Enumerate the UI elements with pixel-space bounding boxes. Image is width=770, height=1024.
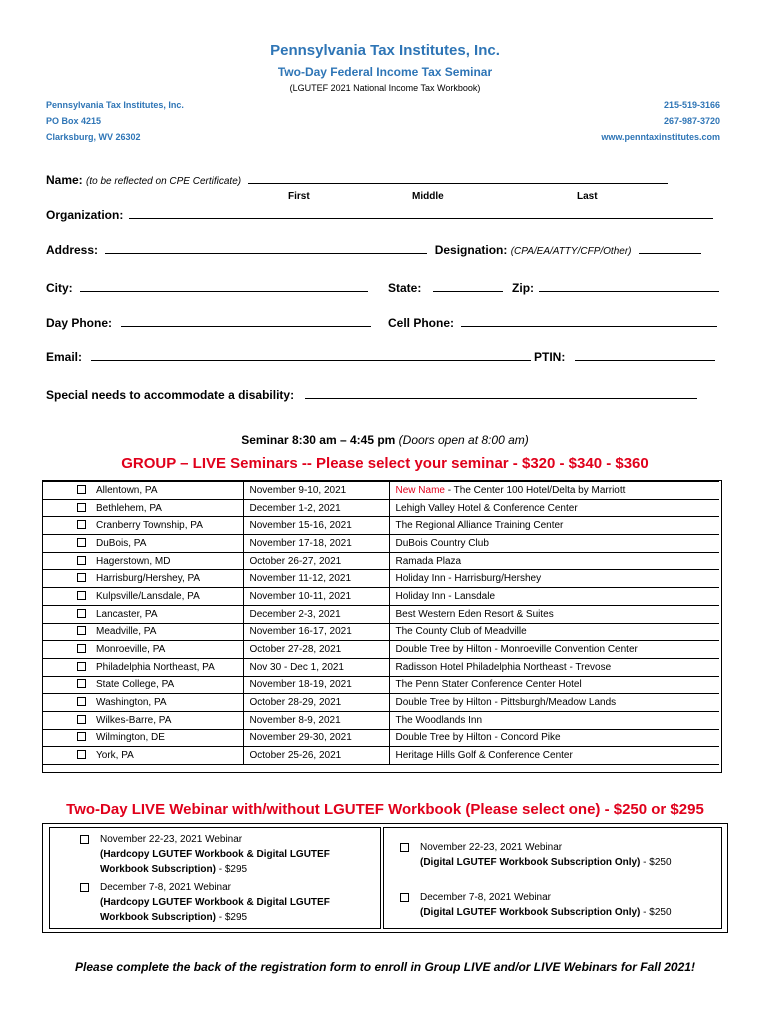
org-phone-2: 267-987-3720 <box>663 116 720 126</box>
seminar-venue: Ramada Plaza <box>395 555 462 567</box>
seminar-city-cell <box>43 605 243 623</box>
seminar-city-cell <box>43 499 243 517</box>
checkbox[interactable] <box>77 715 86 724</box>
special-needs-label: Special needs to accommodate a disability: <box>46 388 295 402</box>
seminar-row[interactable] <box>43 570 719 588</box>
seminar-row[interactable] <box>43 711 719 729</box>
seminar-venue-cell <box>389 711 719 729</box>
checkbox[interactable] <box>77 732 86 741</box>
seminar-venue: The Woodlands Inn <box>395 714 483 726</box>
seminar-venue: Holiday Inn - Lansdale <box>395 590 496 602</box>
seminar-row[interactable] <box>43 747 719 765</box>
seminar-city: Harrisburg/Hershey, PA <box>96 573 201 585</box>
seminar-city-cell <box>43 623 243 641</box>
checkbox[interactable] <box>77 591 86 600</box>
webinar-date: November 22-23, 2021 Webinar <box>420 842 563 853</box>
seminar-city: Lancaster, PA <box>96 608 158 620</box>
last-label: Last <box>577 191 598 202</box>
seminar-venue-cell <box>389 694 719 712</box>
organization-label: Organization: <box>46 208 124 222</box>
special-needs-input-line[interactable] <box>305 388 697 399</box>
seminar-row[interactable] <box>43 588 719 606</box>
webinar-date: December 7-8, 2021 Webinar <box>420 892 551 903</box>
email-input-line[interactable] <box>91 350 531 361</box>
checkbox[interactable] <box>77 485 86 494</box>
organization-input-line[interactable] <box>129 208 713 219</box>
seminar-venue-cell <box>389 552 719 570</box>
seminar-venue: Heritage Hills Golf & Conference Center <box>395 750 573 762</box>
seminar-venue: Double Tree by Hilton - Pittsburgh/Meadow Lands <box>395 697 617 709</box>
seminar-dates: November 11-12, 2021 <box>243 570 389 588</box>
checkbox[interactable] <box>77 556 86 565</box>
page-title: Pennsylvania Tax Institutes, Inc. <box>270 42 500 59</box>
day-phone-input-line[interactable] <box>121 316 371 327</box>
name-field-row <box>46 173 668 187</box>
seminar-venue-cell <box>389 499 719 517</box>
webinar-price: - $250 <box>640 907 672 918</box>
seminar-dates: November 29-30, 2021 <box>243 729 389 747</box>
seminar-dates: November 10-11, 2021 <box>243 588 389 606</box>
webinar-price: - $250 <box>640 857 672 868</box>
checkbox[interactable] <box>77 503 86 512</box>
city-label: City: <box>46 281 73 295</box>
organization-field-row <box>46 208 713 222</box>
seminar-dates: October 27-28, 2021 <box>243 641 389 659</box>
special-needs-row <box>46 388 697 402</box>
seminar-row[interactable] <box>43 517 719 535</box>
ptin-input-line[interactable] <box>575 350 715 361</box>
seminar-venue: Double Tree by Hilton - Monroeville Convention Center <box>395 644 638 656</box>
seminar-dates: December 2-3, 2021 <box>243 605 389 623</box>
address-input-line[interactable] <box>105 243 427 254</box>
email-label: Email: <box>46 350 83 364</box>
seminar-city-cell <box>43 711 243 729</box>
webinar-price: - $295 <box>215 864 248 875</box>
checkbox[interactable] <box>80 835 89 844</box>
webinar-date: November 22-23, 2021 Webinar <box>100 834 243 845</box>
seminar-city: Monroeville, PA <box>96 644 166 656</box>
seminar-venue-cell <box>389 482 719 500</box>
group-live-heading: GROUP – LIVE Seminars -- Please select your seminar - $320 - $340 - $360 <box>121 455 649 472</box>
seminar-city: Hagerstown, MD <box>96 555 171 567</box>
seminar-city: Meadville, PA <box>96 626 157 638</box>
webinar-option-nov-hardcopy[interactable] <box>100 832 360 877</box>
checkbox[interactable] <box>77 644 86 653</box>
webinar-date: December 7-8, 2021 Webinar <box>100 882 231 893</box>
checkbox[interactable] <box>77 679 86 688</box>
seminar-row[interactable] <box>43 482 719 500</box>
designation-input-line[interactable] <box>639 243 701 254</box>
seminar-venue: - The Center 100 Hotel/Delta by Marriott <box>444 484 626 496</box>
org-po-box: PO Box 4215 <box>46 116 102 126</box>
webinar-option-dec-hardcopy[interactable] <box>100 880 360 925</box>
webinar-detail: (Digital LGUTEF Workbook Subscription Only) <box>420 907 641 918</box>
seminar-city-cell <box>43 658 243 676</box>
designation-label: Designation: <box>434 243 508 257</box>
seminar-row[interactable] <box>43 729 719 747</box>
seminar-venue: DuBois Country Club <box>395 537 489 549</box>
workbook-note: (LGUTEF 2021 National Income Tax Workbook) <box>289 83 481 93</box>
seminar-row[interactable] <box>43 658 719 676</box>
state-label: State: <box>388 281 422 295</box>
name-input-line[interactable] <box>248 173 668 184</box>
seminar-venue-cell <box>389 570 719 588</box>
cell-phone-input-line[interactable] <box>461 316 717 327</box>
seminar-venue-cell <box>389 623 719 641</box>
seminar-city: Allentown, PA <box>96 484 158 496</box>
ptin-row <box>534 350 715 364</box>
seminar-time-text: Seminar 8:30 am – 4:45 pm <box>241 433 396 447</box>
seminar-venue-cell <box>389 747 719 765</box>
seminar-city-cell <box>43 588 243 606</box>
seminar-city-cell <box>43 729 243 747</box>
seminar-row[interactable] <box>43 623 719 641</box>
seminar-dates: November 18-19, 2021 <box>243 676 389 694</box>
seminar-city-cell <box>43 676 243 694</box>
seminar-dates: Nov 30 - Dec 1, 2021 <box>243 658 389 676</box>
seminar-city-cell <box>43 552 243 570</box>
ptin-label: PTIN: <box>534 350 566 364</box>
checkbox[interactable] <box>77 520 86 529</box>
first-label: First <box>288 191 310 202</box>
seminar-venue-cell <box>389 641 719 659</box>
seminar-venue-cell <box>389 535 719 553</box>
checkbox[interactable] <box>77 609 86 618</box>
org-phone-1: 215-519-3166 <box>663 100 720 110</box>
seminar-dates: November 16-17, 2021 <box>243 623 389 641</box>
new-name-badge: New Name <box>395 484 445 496</box>
seminar-city-cell <box>43 570 243 588</box>
seminar-city-cell <box>43 482 243 500</box>
seminar-city: Bethlehem, PA <box>96 502 162 514</box>
seminar-city: Kulpsville/Lansdale, PA <box>96 590 200 602</box>
checkbox[interactable] <box>77 662 86 671</box>
seminar-city: Washington, PA <box>96 697 167 709</box>
seminar-dates: November 17-18, 2021 <box>243 535 389 553</box>
seminar-venue-cell <box>389 588 719 606</box>
seminar-venue: The Penn Stater Conference Center Hotel <box>395 679 582 691</box>
seminar-dates: November 8-9, 2021 <box>243 711 389 729</box>
org-city: Clarksburg, WV 26302 <box>46 132 141 142</box>
cell-phone-label: Cell Phone: <box>388 316 455 330</box>
webinar-detail: (Digital LGUTEF Workbook Subscription Only) <box>420 857 641 868</box>
address-field-row <box>46 243 701 257</box>
seminar-venue: Best Western Eden Resort & Suites <box>395 608 554 620</box>
seminar-row[interactable] <box>43 552 719 570</box>
city-input-line[interactable] <box>80 281 368 292</box>
seminar-venue: The Regional Alliance Training Center <box>395 520 564 532</box>
seminar-venue-cell <box>389 676 719 694</box>
seminar-venue-cell <box>389 605 719 623</box>
designation-note: (CPA/EA/ATTY/CFP/Other) <box>510 246 632 257</box>
name-note: (to be reflected on CPE Certificate) <box>86 176 242 187</box>
city-field-row <box>46 281 368 295</box>
seminar-dates: December 1-2, 2021 <box>243 499 389 517</box>
seminar-row[interactable] <box>43 535 719 553</box>
checkbox[interactable] <box>77 750 86 759</box>
seminar-venue: Lehigh Valley Hotel & Conference Center <box>395 502 578 514</box>
checkbox[interactable] <box>77 573 86 582</box>
seminar-venue: Radisson Hotel Philadelphia Northeast - Trevose <box>395 661 612 673</box>
seminar-city-cell <box>43 694 243 712</box>
seminar-city: State College, PA <box>96 679 175 691</box>
address-label: Address: <box>46 243 99 257</box>
org-name: Pennsylvania Tax Institutes, Inc. <box>46 100 184 110</box>
checkbox[interactable] <box>77 697 86 706</box>
seminar-venue: The County Club of Meadville <box>395 626 527 638</box>
seminar-venue: Double Tree by Hilton - Concord Pike <box>395 732 561 744</box>
org-address-block <box>46 97 184 145</box>
footer-note: Please complete the back of the registration form to enroll in Group LIVE and/or LIVE Webinars for Fall 2021! <box>75 960 695 974</box>
webinar-price: - $295 <box>215 912 248 923</box>
seminar-table <box>43 481 719 765</box>
state-input-line[interactable] <box>433 281 503 292</box>
middle-label: Middle <box>412 191 444 202</box>
seminar-city: Wilkes-Barre, PA <box>96 714 172 726</box>
seminar-time <box>0 433 770 447</box>
org-contact-block <box>601 97 720 145</box>
org-website[interactable]: www.penntaxinstitutes.com <box>601 132 720 142</box>
seminar-venue-cell <box>389 517 719 535</box>
seminar-city: Cranberry Township, PA <box>96 520 203 532</box>
seminar-dates: October 25-26, 2021 <box>243 747 389 765</box>
seminar-venue: Holiday Inn - Harrisburg/Hershey <box>395 573 542 585</box>
webinar-detail: (Hardcopy LGUTEF Workbook & Digital LGUTEF Workbook Subscription) <box>100 849 330 875</box>
seminar-row[interactable] <box>43 641 719 659</box>
seminar-row[interactable] <box>43 499 719 517</box>
seminar-city: DuBois, PA <box>96 537 147 549</box>
seminar-dates: October 26-27, 2021 <box>243 552 389 570</box>
checkbox[interactable] <box>77 626 86 635</box>
seminar-venue-cell <box>389 729 719 747</box>
seminar-city: York, PA <box>96 750 134 762</box>
zip-label: Zip: <box>512 281 535 295</box>
seminar-city: Wilmington, DE <box>96 732 165 744</box>
seminar-dates: October 28-29, 2021 <box>243 694 389 712</box>
page-subtitle: Two-Day Federal Income Tax Seminar <box>277 65 493 79</box>
day-phone-label: Day Phone: <box>46 316 113 330</box>
seminar-time-note: (Doors open at 8:00 am) <box>398 433 529 447</box>
checkbox[interactable] <box>80 883 89 892</box>
state-zip-row <box>388 281 719 295</box>
seminar-dates: November 15-16, 2021 <box>243 517 389 535</box>
seminar-venue-cell <box>389 658 719 676</box>
seminar-row[interactable] <box>43 605 719 623</box>
email-row <box>46 350 531 364</box>
webinar-heading: Two-Day LIVE Webinar with/without LGUTEF Workbook (Please select one) - $250 or $295 <box>66 801 704 818</box>
webinar-detail: (Hardcopy LGUTEF Workbook & Digital LGUTEF Workbook Subscription) <box>100 897 330 923</box>
seminar-city-cell <box>43 747 243 765</box>
webinar-option-nov-digital[interactable] <box>420 840 720 870</box>
seminar-row[interactable] <box>43 676 719 694</box>
checkbox[interactable] <box>400 843 409 852</box>
name-label: Name: <box>46 173 83 187</box>
seminar-city: Philadelphia Northeast, PA <box>96 661 215 673</box>
seminar-dates: November 9-10, 2021 <box>243 482 389 500</box>
checkbox[interactable] <box>400 893 409 902</box>
zip-input-line[interactable] <box>539 281 719 292</box>
seminar-city-cell <box>43 535 243 553</box>
webinar-option-dec-digital[interactable] <box>420 890 720 920</box>
checkbox[interactable] <box>77 538 86 547</box>
seminar-city-cell <box>43 517 243 535</box>
seminar-row[interactable] <box>43 694 719 712</box>
cell-phone-row <box>388 316 717 330</box>
seminar-city-cell <box>43 641 243 659</box>
day-phone-row <box>46 316 371 330</box>
